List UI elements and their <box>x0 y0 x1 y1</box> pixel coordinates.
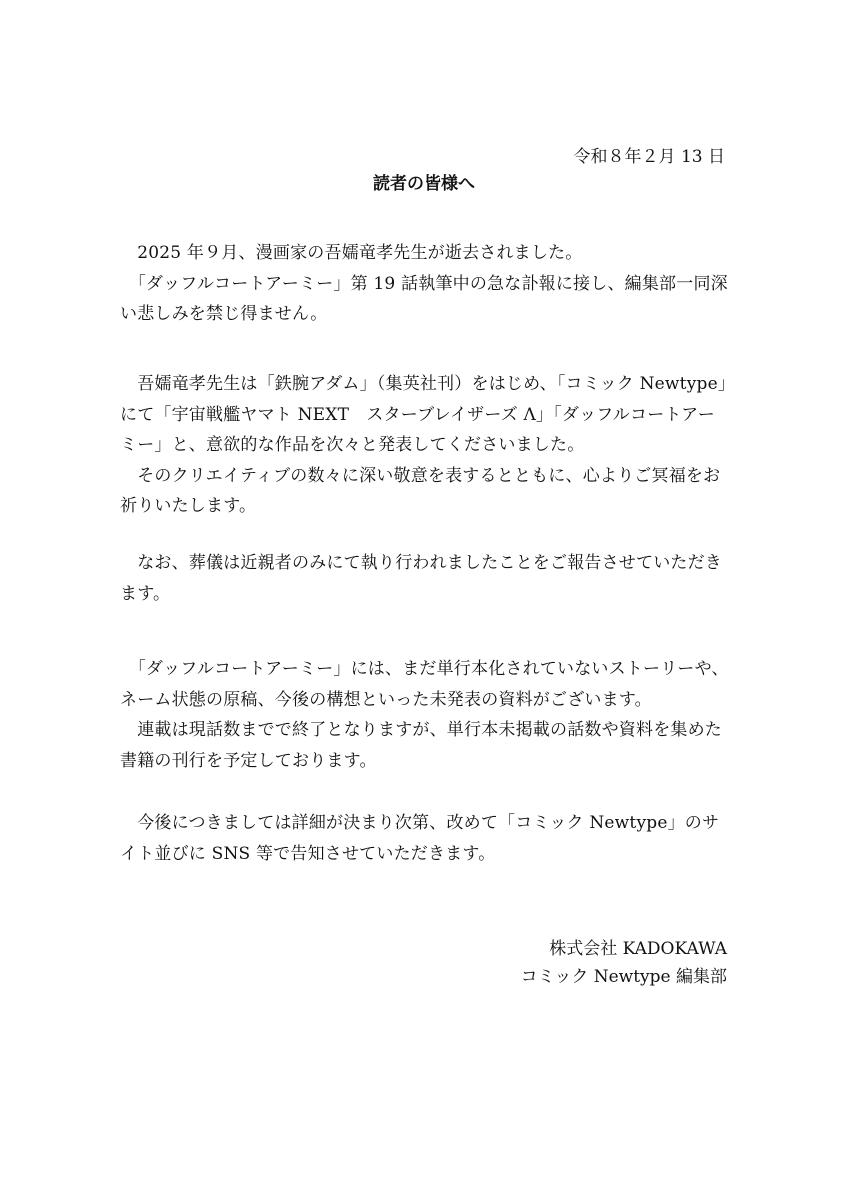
paragraph-line: 連載は現話数までで終了となりますが、単行本未掲載の話数や資料を集めた書籍の刊行を予定しております。 <box>120 720 722 771</box>
letter-title: 読者の皆様へ <box>373 174 475 194</box>
paragraph-announcement <box>120 238 730 330</box>
paragraph-line: 2025 年９月、漫画家の吾嬬竜孝先生が逝去されました。 <box>120 243 583 263</box>
signature-company: 株式会社 KADOKAWA <box>549 939 727 959</box>
paragraph-line: 「ダッフルコートアーミー」には、まだ単行本化されていないストーリーや、ネーム状態の原稿、今後の構想といった未発表の資料がございます。 <box>120 659 729 710</box>
letter-date: 令和８年２月 13 日 <box>573 147 725 167</box>
paragraph-tribute <box>120 369 730 522</box>
signature-department: コミック Newtype 編集部 <box>520 967 727 987</box>
paragraph-unpublished-materials <box>120 654 730 776</box>
paragraph-line: 吾嬬竜孝先生は「鉄腕アダム」（集英社刊）をはじめ、「コミック Newtype」にて「宇宙戦艦ヤマト NEXT スターブレイザーズ Λ」「ダッフルコートアーミー」と、意欲的な作品を次々と発表してくださいました。 <box>120 374 727 455</box>
paragraph-line: なお、葬儀は近親者のみにて執り行われましたことをご報告させていただきます。 <box>120 553 722 604</box>
paragraph-funeral <box>120 548 730 609</box>
paragraph-line: 今後につきましては詳細が決まり次第、改めて「コミック Newtype」のサイト並びに SNS 等で告知させていただきます。 <box>120 813 720 864</box>
paragraph-line: そのクリエイティブの数々に深い敬意を表するとともに、心よりご冥福をお祈りいたします。 <box>120 465 721 516</box>
paragraph-future-notice <box>120 808 730 869</box>
paragraph-line: 「ダッフルコートアーミー」第 19 話執筆中の急な訃報に接し、編集部一同深い悲しみを禁じ得ません。 <box>120 273 728 324</box>
